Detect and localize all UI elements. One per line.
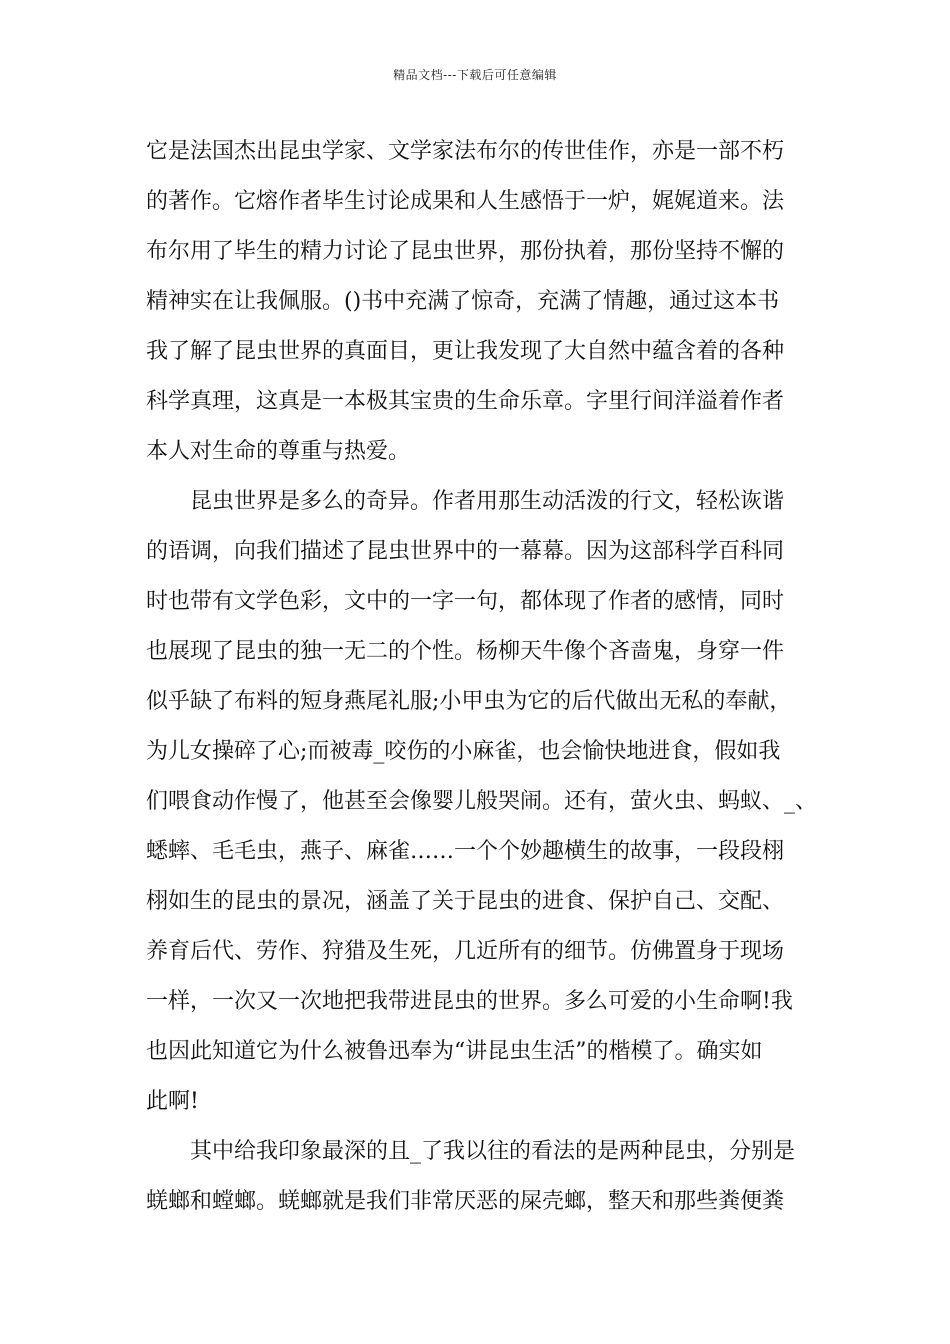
text-line: 为儿女操碎了心;而被毒_咬伤的小麻雀，也会愉快地进食，假如我: [146, 739, 781, 764]
text-line: 它是法国杰出昆虫学家、文学家法布尔的传世佳作，亦是一部不朽: [146, 139, 785, 164]
text-line: 布尔用了毕生的精力讨论了昆虫世界，那份执着，那份坚持不懈的: [146, 239, 785, 264]
text-line: 栩如生的昆虫的景况，涵盖了关于昆虫的进食、保护自己、交配、: [146, 889, 785, 914]
text-line: 养育后代、劳作、狩猎及生死，几近所有的细节。仿佛置身于现场: [146, 939, 785, 964]
text-line: 精神实在让我佩服。()书中充满了惊奇，充满了情趣，通过这本书: [146, 289, 780, 314]
text-line: 们喂食动作慢了，他甚至会像婴儿般哭闹。还有，萤火虫、蚂蚁、_、: [146, 789, 818, 814]
document-body: [146, 132, 818, 1232]
text-line: 其中给我印象最深的且_了我以往的看法的是两种昆虫，分别是: [146, 1139, 796, 1164]
text-line: 也展现了昆虫的独一无二的个性。杨柳天牛像个吝啬鬼，身穿一件: [146, 639, 785, 664]
text-line: 似乎缺了布料的短身燕尾礼服;小甲虫为它的后代做出无私的奉献，: [146, 689, 792, 714]
text-line: 一样，一次又一次地把我带进昆虫的世界。多么可爱的小生命啊!我: [146, 989, 793, 1014]
text-line: 此啊!: [146, 1089, 199, 1114]
text-line: 本人对生命的尊重与热爱。: [146, 439, 411, 464]
text-line: 我了解了昆虫世界的真面目，更让我发现了大自然中蕴含着的各种: [146, 339, 785, 364]
text-line: 的著作。它熔作者毕生讨论成果和人生感悟于一炉，娓娓道来。法: [146, 189, 785, 214]
text-line: 时也带有文学色彩，文中的一字一句，都体现了作者的感情，同时: [146, 589, 785, 614]
text-line: 昆虫世界是多么的奇异。作者用那生动活泼的行文，轻松诙谐: [146, 489, 785, 514]
text-line: 科学真理，这真是一本极其宝贵的生命乐章。字里行间洋溢着作者: [146, 389, 785, 414]
text-line: 蜣螂和螳螂。蜣螂就是我们非常厌恶的屎壳螂，整天和那些粪便粪: [146, 1189, 785, 1214]
page-header: 精品文档---下载后可任意编辑: [393, 68, 557, 82]
text-line: 的语调，向我们描述了昆虫世界中的一幕幕。因为这部科学百科同: [146, 539, 785, 564]
text-line: 也因此知道它为什么被鲁迅奉为“讲昆虫生活”的楷模了。确实如: [146, 1039, 763, 1064]
text-line: 蟋蟀、毛毛虫，燕子、麻雀……一个个妙趣横生的故事，一段段栩: [146, 839, 785, 864]
